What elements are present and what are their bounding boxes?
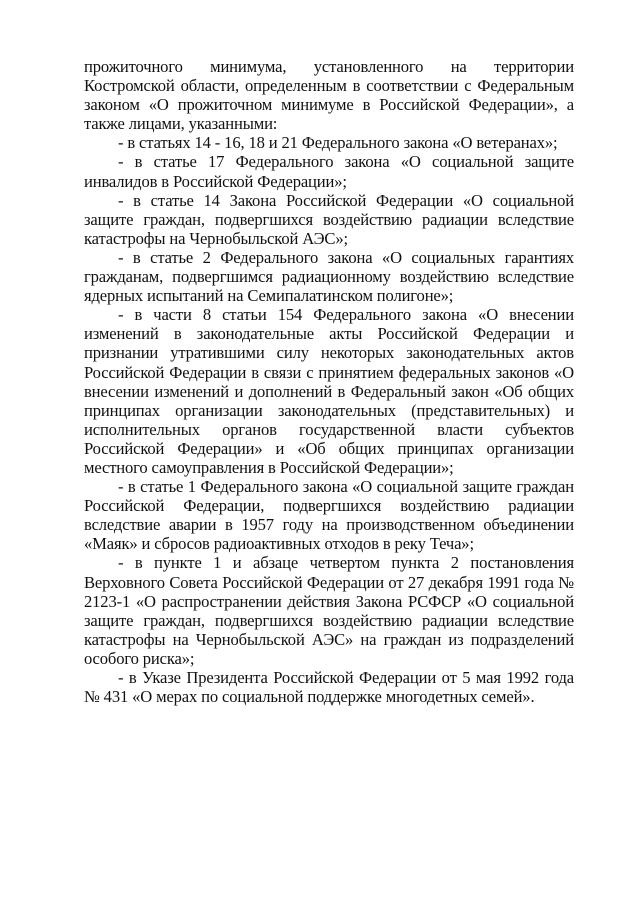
paragraph-continuation: прожиточного минимума, установленного на территории Костромской области, определенным в соответствии с Федеральным законом «О прожиточном минимуме в Российской Федерации», а также лицами, указанными: xyxy=(84,57,574,134)
document-body xyxy=(84,57,574,706)
list-item-presidential-decree: - в Указе Президента Российской Федерации от 5 мая 1992 года № 431 «О мерах по социальной поддержке многодетных семей». xyxy=(84,668,574,707)
list-item-veterans-law: - в статьях 14 - 16, 18 и 21 Федерального закона «О ветеранах»; xyxy=(118,133,558,153)
list-item-disabled-persons-law: - в статье 17 Федерального закона «О социальной защите инвалидов в Российской Федерации»; xyxy=(84,152,574,191)
list-item-semipalatinsk-law: - в статье 2 Федерального закона «О социальных гарантиях гражданам, подвергшимся радиационному воздействию вследствие ядерных испытаний на Семипалатинском полигоне»; xyxy=(84,247,574,306)
list-item-supreme-council-resolution: - в пункте 1 и абзаце четвертом пункта 2 постановления Верховного Совета Российской Федерации от 27 декабря 1991 года № 2123-1 «О распространении действия Закона РСФСР «О социальной защите граждан, подвергшихся воздействию радиации вследствие катастрофы на Чернобыльской АЭС» на граждан из подразделений особого риска»; xyxy=(84,553,574,668)
list-item-federal-law-154: - в части 8 статьи 154 Федерального закона «О внесении изменений в законодательные акты Российской Федерации и признании утратившими силу некоторых законодательных актов Российской Федерации в связи с принятием федеральных законов «О внесении изменений и дополнений в Федеральный закон «Об общих принципах организации законодательных (представительных) и исполнительных органов государственной власти субъектов Российской Федерации» и «Об общих принципах организации местного самоуправления в Российской Федерации»; xyxy=(84,305,574,477)
list-item-chernobyl-law: - в статье 14 Закона Российской Федерации «О социальной защите граждан, подвергшихся воздействию радиации вследствие катастрофы на Чернобыльской АЭС»; xyxy=(84,190,574,248)
list-item-mayak-law: - в статье 1 Федерального закона «О социальной защите граждан Российской Федерации, подвергшихся воздействию радиации вследствие аварии в 1957 году на производственном объединении «Маяк» и сбросов радиоактивных отходов в реку Теча»; xyxy=(84,477,574,554)
